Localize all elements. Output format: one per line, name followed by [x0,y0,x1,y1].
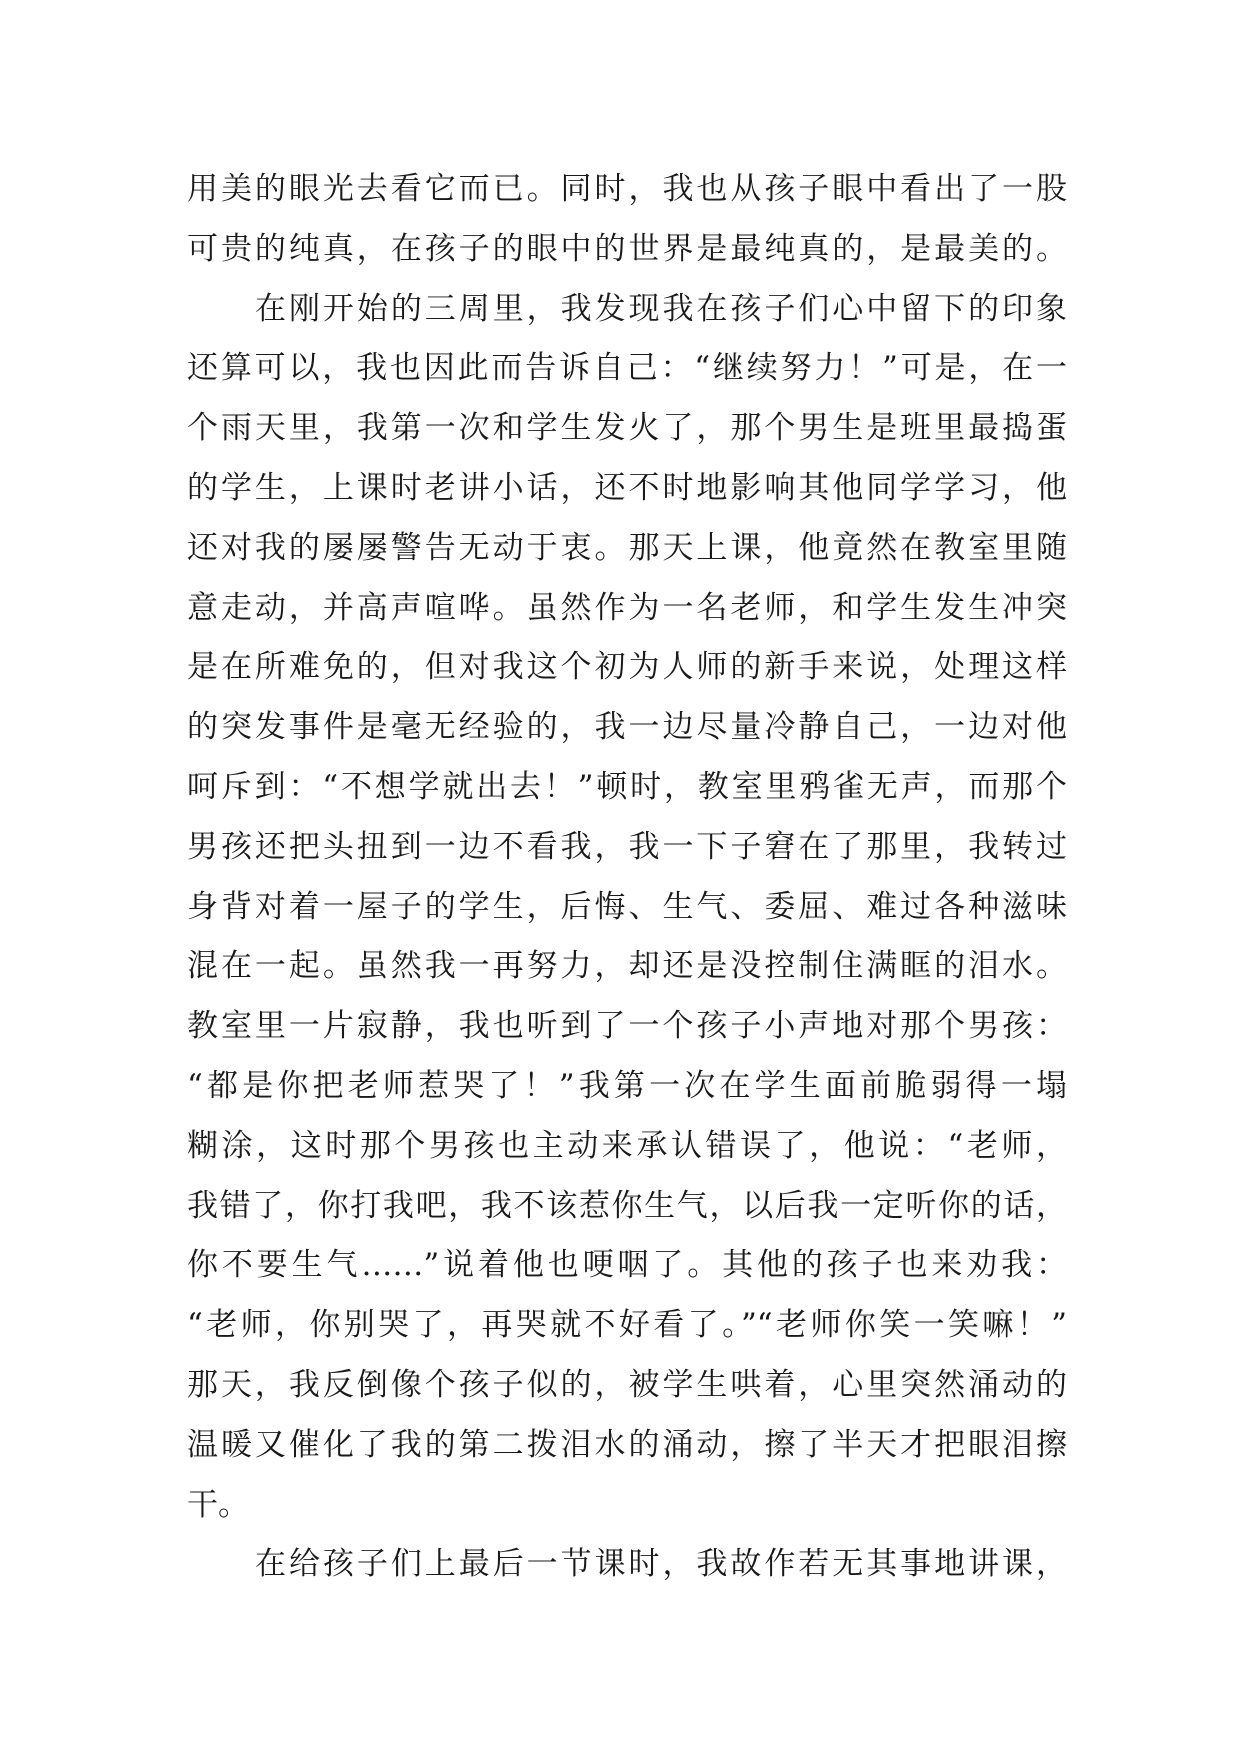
text-line: 那天，我反倒像个孩子似的，被学生哄着，心里突然涌动的 [187,1366,1067,1403]
text-line: 糊涂，这时那个男孩也主动来承认错误了，他说：“老师， [187,1127,1067,1164]
text-line: “老师，你别哭了，再哭就不好看了。”“老师你笑一笑嘛！” [187,1307,1067,1344]
text-line: 还对我的屡屡警告无动于衷。那天上课，他竟然在教室里随 [187,529,1067,566]
text-line: 身背对着一屋子的学生，后悔、生气、委屈、难过各种滋味 [187,888,1067,925]
text-line: “都是你把老师惹哭了！”我第一次在学生面前脆弱得一塌 [187,1067,1067,1104]
text-line: 的学生，上课时老讲小话，还不时地影响其他同学学习，他 [187,469,1067,506]
text-line: 用美的眼光去看它而已。同时，我也从孩子眼中看出了一股 [187,171,1067,207]
text-line: 干。 [187,1486,249,1523]
document-body [187,160,1067,1595]
text-line: 混在一起。虽然我一再努力，却还是没控制住满眶的泪水。 [187,948,1067,985]
text-line: 是在所难免的，但对我这个初为人师的新手来说，处理这样 [187,649,1067,686]
text-line: 温暖又催化了我的第二拨泪水的涌动，擦了半天才把眼泪擦 [187,1426,1067,1463]
text-line: 男孩还把头扭到一边不看我，我一下子窘在了那里，我转过 [187,828,1067,865]
text-line: 我错了，你打我吧，我不该惹你生气，以后我一定听你的话， [187,1187,1067,1224]
text-line: 可贵的纯真，在孩子的眼中的世界是最纯真的，是最美的。 [187,230,1067,267]
text-line: 的突发事件是毫无经验的，我一边尽量冷静自己，一边对他 [187,709,1067,746]
text-line: 在刚开始的三周里，我发现我在孩子们心中留下的印象 [255,290,1067,327]
text-line: 意走动，并高声喧哗。虽然作为一名老师，和学生发生冲突 [187,589,1067,626]
text-line: 呵斥到：“不想学就出去！”顿时，教室里鸦雀无声，而那个 [187,768,1067,805]
text-line: 个雨天里，我第一次和学生发火了，那个男生是班里最捣蛋 [187,410,1067,447]
text-line: 教室里一片寂静，我也听到了一个孩子小声地对那个男孩： [187,1008,1067,1045]
text-line: 你不要生气……”说着他也哽咽了。其他的孩子也来劝我： [187,1247,1067,1284]
text-line: 还算可以，我也因此而告诉自己：“继续努力！”可是，在一 [187,350,1067,387]
text-line: 在给孩子们上最后一节课时，我故作若无其事地讲课， [255,1546,1067,1583]
